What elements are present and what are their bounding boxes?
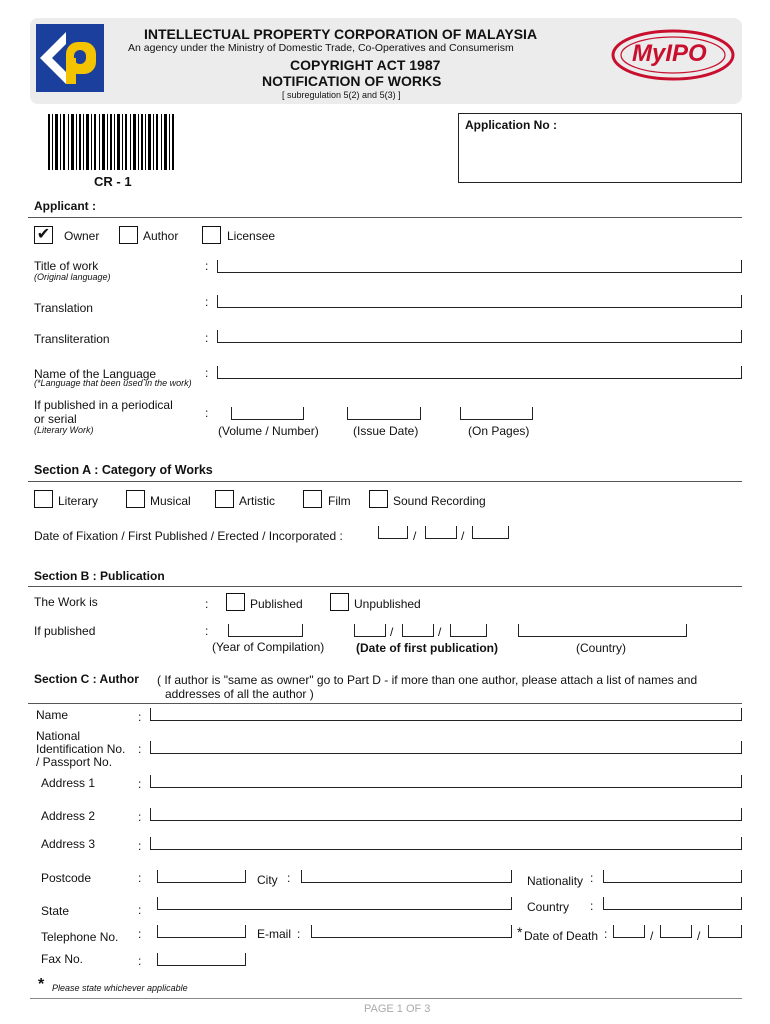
on-pages-field[interactable]: [460, 407, 533, 420]
fixation-day[interactable]: [378, 526, 408, 539]
footnote: Please state whichever applicable: [52, 983, 188, 993]
transliteration-field[interactable]: [217, 330, 742, 343]
barcode: [48, 114, 174, 170]
form-code: CR - 1: [94, 174, 132, 189]
act-title: COPYRIGHT ACT 1987: [290, 57, 441, 73]
subregulation: [ subregulation 5(2) and 5(3) ]: [282, 90, 401, 100]
volume-field[interactable]: [231, 407, 304, 420]
transliteration-label: Transliteration: [34, 332, 110, 346]
fixation-label: Date of Fixation / First Published / Erected / Incorporated :: [34, 529, 343, 543]
translation-field[interactable]: [217, 295, 742, 308]
section-a-heading: Section A : Category of Works: [34, 463, 213, 477]
film-checkbox[interactable]: [303, 490, 322, 508]
id-passport-field[interactable]: [150, 741, 742, 754]
address-2-field[interactable]: [150, 808, 742, 821]
city-field[interactable]: [301, 870, 512, 883]
language-name-label: Name of the Language: [34, 367, 157, 381]
literary-checkbox[interactable]: [34, 490, 53, 508]
pub-year[interactable]: [450, 624, 487, 637]
section-b-heading: Section B : Publication: [34, 569, 165, 583]
myipo-logo: MyIPO: [610, 26, 736, 84]
author-label: Author: [143, 229, 179, 243]
page-number: PAGE 1 OF 3: [364, 1003, 431, 1015]
address-1-field[interactable]: [150, 775, 742, 788]
form-title: NOTIFICATION OF WORKS: [262, 73, 442, 89]
fax-field[interactable]: [157, 953, 246, 966]
postcode-field[interactable]: [157, 870, 246, 883]
sound-recording-checkbox[interactable]: [369, 490, 388, 508]
application-no-label: Application No :: [465, 118, 557, 132]
checkmark-icon: ✔: [36, 226, 51, 243]
applicant-heading: Applicant :: [34, 199, 96, 213]
published-checkbox[interactable]: [226, 593, 245, 611]
state-field[interactable]: [157, 897, 512, 910]
email-field[interactable]: [311, 925, 512, 938]
nationality-field[interactable]: [603, 870, 742, 883]
original-language-note: (Original language): [34, 272, 111, 282]
death-month[interactable]: [660, 925, 692, 938]
author-name-field[interactable]: [150, 708, 742, 721]
pub-day[interactable]: [354, 624, 386, 637]
section-c-heading: Section C : Author: [34, 672, 139, 686]
year-of-compilation-field[interactable]: [228, 624, 303, 637]
licensee-checkbox[interactable]: [202, 226, 221, 244]
title-of-work-field[interactable]: [217, 260, 742, 273]
fixation-month[interactable]: [425, 526, 457, 539]
country-author-field[interactable]: [603, 897, 742, 910]
pub-month[interactable]: [402, 624, 434, 637]
section-c-note: ( If author is "same as owner" go to Part D - if more than one author, please attach a list of names and: [157, 673, 698, 687]
literary-work-note: (Literary Work): [34, 425, 94, 435]
unpublished-checkbox[interactable]: [330, 593, 349, 611]
artistic-checkbox[interactable]: [215, 490, 234, 508]
footnote-star: *: [38, 976, 45, 993]
language-name-field[interactable]: [217, 366, 742, 379]
author-checkbox[interactable]: [119, 226, 138, 244]
owner-label: Owner: [64, 229, 100, 243]
death-year[interactable]: [708, 925, 742, 938]
title-of-work-label: Title of work: [34, 259, 99, 273]
issue-date-field[interactable]: [347, 407, 421, 420]
musical-checkbox[interactable]: [126, 490, 145, 508]
telephone-field[interactable]: [157, 925, 246, 938]
address-3-field[interactable]: [150, 837, 742, 850]
language-note: (*Language that been used in the work): [34, 378, 192, 388]
translation-label: Translation: [34, 301, 93, 315]
org-name: INTELLECTUAL PROPERTY CORPORATION OF MALAYSIA: [144, 26, 538, 42]
death-day[interactable]: [613, 925, 645, 938]
licensee-label: Licensee: [227, 229, 276, 243]
agency-logo: [36, 24, 104, 92]
agency-line: An agency under the Ministry of Domestic Trade, Co-Operatives and Consumerism: [128, 42, 514, 54]
periodical-label: If published in a periodical: [34, 398, 173, 412]
fixation-year[interactable]: [472, 526, 509, 539]
country-field[interactable]: [518, 624, 687, 637]
owner-checkbox[interactable]: [34, 226, 53, 244]
